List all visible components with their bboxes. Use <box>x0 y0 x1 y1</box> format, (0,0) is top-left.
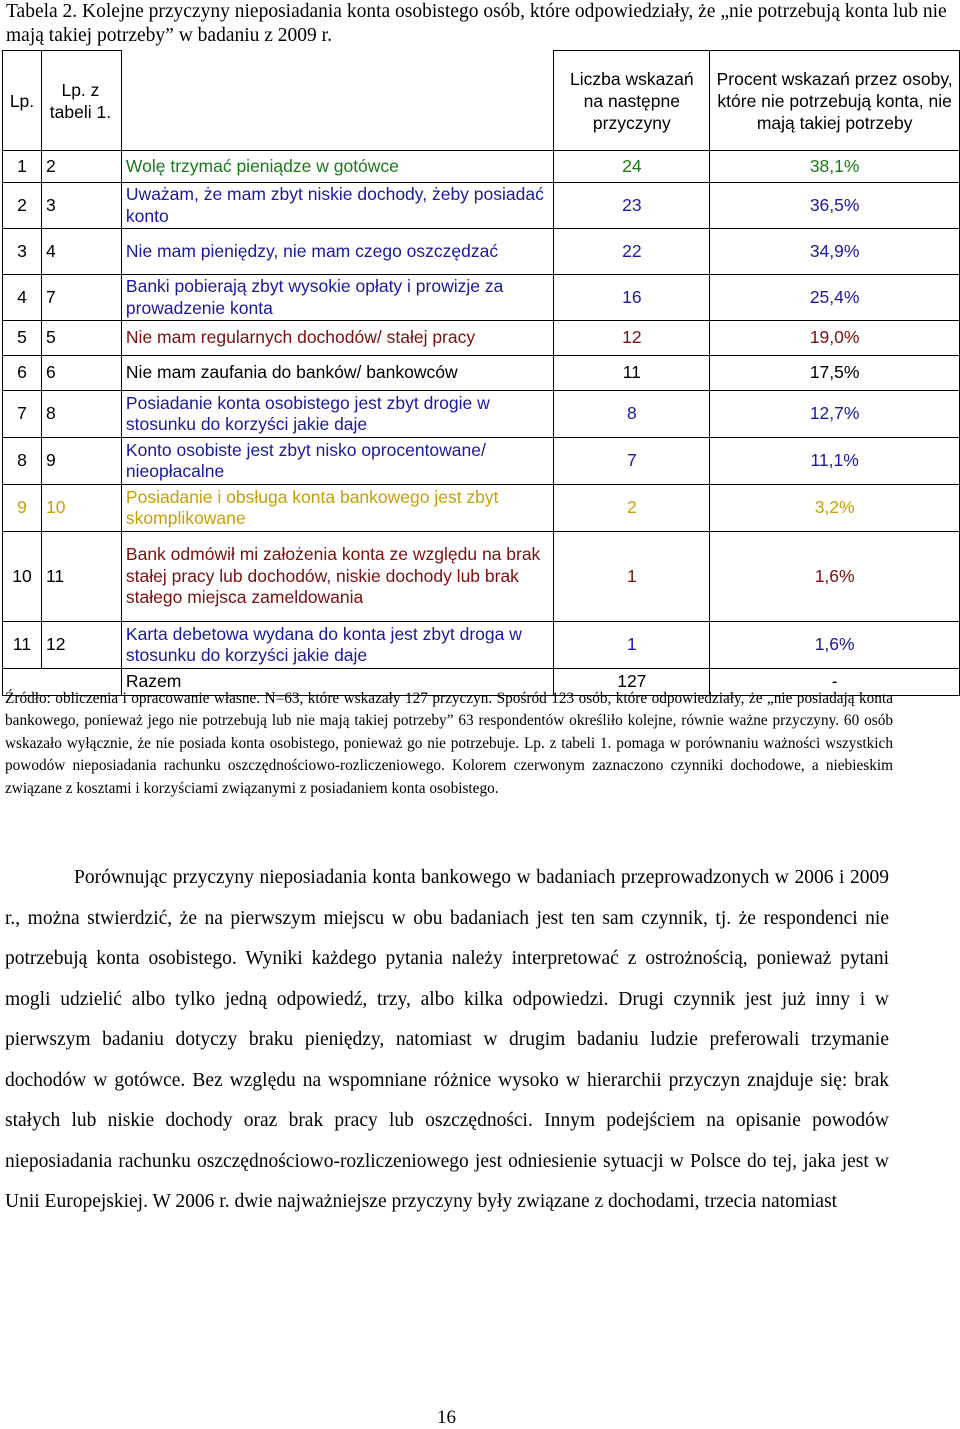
table-row <box>3 622 960 669</box>
cell-lp: 3 <box>3 229 42 275</box>
cell-reason: Uważam, że mam zbyt niskie dochody, żeby posiadać konto <box>121 183 553 229</box>
page-number: 16 <box>437 1407 456 1428</box>
cell-count: 16 <box>554 275 710 321</box>
cell-lp-tab: 5 <box>41 321 121 356</box>
table-header-row <box>3 51 960 151</box>
cell-lp-tab: 4 <box>41 229 121 275</box>
table-row <box>3 532 960 622</box>
header-reason <box>121 51 553 151</box>
cell-reason: Karta debetowa wydana do konta jest zbyt droga w stosunku do korzyści jakie daje <box>121 622 553 669</box>
cell-lp-tab: 12 <box>41 622 121 669</box>
cell-lp-tab: 6 <box>41 356 121 391</box>
body-paragraph: Porównując przyczyny nieposiadania konta bankowego w badaniach przeprowadzonych w 2006 i 2009 r., można stwierdzić, że na pierwszym miejscu w obu badaniach jest ten sam czynnik, tj. że respondenci nie potrzebują konta osobistego. Wyniki każdego pytania należy interpretować z ostrożnością, ponieważ pytani mogli udzielić albo tylko jedną odpowiedź, trzy, albo kilka odpowiedzi. Drugi czynnik jest już inny i w pierwszym badaniu dotyczy braku pieniędzy, natomiast w drugim badaniu ludzie preferowali trzymanie dochodów w gotówce. Bez względu na wspomniane różnice wysoko w hierarchii przyczyn znajduje się: brak stałych lub niskie dochody oraz brak pracy lub oszczędności. Innym podejściem na opisanie powodów nieposiadania rachunku oszczędnościowo-rozliczeniowego jest odniesienie sytuacji w Polsce do tej, jaka jest w Unii Europejskiej. W 2006 r. dwie najważniejsze przyczyny były związane z dochodami, trzecia natomiast <box>5 867 889 1212</box>
cell-percent: 1,6% <box>710 532 960 622</box>
cell-lp: 2 <box>3 183 42 229</box>
cell-percent: 17,5% <box>710 356 960 391</box>
header-lp-tab: Lp. z tabeli 1. <box>41 51 121 151</box>
cell-lp-tab: 8 <box>41 391 121 438</box>
cell-reason: Wolę trzymać pieniądze w gotówce <box>121 151 553 183</box>
header-percent: Procent wskazań przez osoby, które nie potrzebują konta, nie mają takiej potrzeby <box>710 51 960 151</box>
cell-lp: 7 <box>3 391 42 438</box>
cell-lp: 5 <box>3 321 42 356</box>
table-row <box>3 485 960 532</box>
cell-lp-tab: 10 <box>41 485 121 532</box>
cell-reason: Nie mam regularnych dochodów/ stałej pracy <box>121 321 553 356</box>
cell-percent: 25,4% <box>710 275 960 321</box>
cell-percent: 19,0% <box>710 321 960 356</box>
cell-count: 7 <box>554 438 710 485</box>
cell-count: 12 <box>554 321 710 356</box>
cell-lp-tab: 2 <box>41 151 121 183</box>
cell-lp-tab: 11 <box>41 532 121 622</box>
reasons-table <box>2 50 960 696</box>
table-row <box>3 391 960 438</box>
total-count: 127 <box>554 669 710 696</box>
cell-lp: 6 <box>3 356 42 391</box>
cell-reason: Posiadanie i obsługa konta bankowego jest zbyt skomplikowane <box>121 485 553 532</box>
cell-reason: Nie mam pieniędzy, nie mam czego oszczędzać <box>121 229 553 275</box>
cell-percent: 34,9% <box>710 229 960 275</box>
cell-lp: 8 <box>3 438 42 485</box>
cell-percent: 38,1% <box>710 151 960 183</box>
table-row <box>3 438 960 485</box>
cell-count: 11 <box>554 356 710 391</box>
cell-percent: 3,2% <box>710 485 960 532</box>
cell-count: 1 <box>554 622 710 669</box>
cell-count: 24 <box>554 151 710 183</box>
header-lp: Lp. <box>3 51 42 151</box>
cell-count: 23 <box>554 183 710 229</box>
cell-percent: 1,6% <box>710 622 960 669</box>
table-row <box>3 229 960 275</box>
cell-reason: Bank odmówił mi założenia konta ze względu na brak stałej pracy lub dochodów, niskie dochody lub brak stałego miejsca zameldowania <box>121 532 553 622</box>
total-percent: - <box>710 669 960 696</box>
cell-reason: Banki pobierają zbyt wysokie opłaty i prowizje za prowadzenie konta <box>121 275 553 321</box>
cell-lp: 1 <box>3 151 42 183</box>
cell-lp: 9 <box>3 485 42 532</box>
cell-reason: Nie mam zaufania do banków/ bankowców <box>121 356 553 391</box>
table-row <box>3 321 960 356</box>
cell-lp: 4 <box>3 275 42 321</box>
cell-reason: Konto osobiste jest zbyt nisko oprocentowane/ nieopłacalne <box>121 438 553 485</box>
table-row <box>3 275 960 321</box>
cell-reason: Posiadanie konta osobistego jest zbyt drogie w stosunku do korzyści jakie daje <box>121 391 553 438</box>
cell-percent: 11,1% <box>710 438 960 485</box>
header-count: Liczba wskazań na następne przyczyny <box>554 51 710 151</box>
cell-percent: 12,7% <box>710 391 960 438</box>
cell-lp-tab: 3 <box>41 183 121 229</box>
cell-count: 8 <box>554 391 710 438</box>
cell-percent: 36,5% <box>710 183 960 229</box>
cell-lp-tab: 9 <box>41 438 121 485</box>
cell-lp: 10 <box>3 532 42 622</box>
cell-count: 2 <box>554 485 710 532</box>
cell-count: 1 <box>554 532 710 622</box>
table-caption: Tabela 2. Kolejne przyczyny nieposiadania konta osobistego osób, które odpowiedziały, że „nie potrzebują konta lub nie mają takiej potrzeby” w badaniu z 2009 r. <box>6 1 947 46</box>
cell-lp-tab: 7 <box>41 275 121 321</box>
cell-count: 22 <box>554 229 710 275</box>
source-note: Źródło: obliczenia i opracowanie własne. N=63, które wskazały 127 przyczyn. Spośród 123 osób, które odpowiedziały, że „nie posiadają konta bankowego, ponieważ jego nie potrzebują lub nie mają takiej potrzeby” 63 respondentów określiło kolejne, równie ważne przyczyny. 60 osób wskazało wyłącznie, że nie posiada konta osobistego, ponieważ go nie potrzebuje. Lp. z tabeli 1. pomaga w porównaniu ważności wszystkich powodów nieposiadania rachunku oszczędnościowo-rozliczeniowego. Kolorem czerwonym zaznaczono czynniki dochodowe, a niebieskim związane z kosztami i korzyściami związanymi z posiadaniem konta osobistego. <box>5 690 893 797</box>
table-row <box>3 183 960 229</box>
total-label: Razem <box>121 669 553 696</box>
table-row <box>3 151 960 183</box>
table-row <box>3 356 960 391</box>
cell-lp: 11 <box>3 622 42 669</box>
